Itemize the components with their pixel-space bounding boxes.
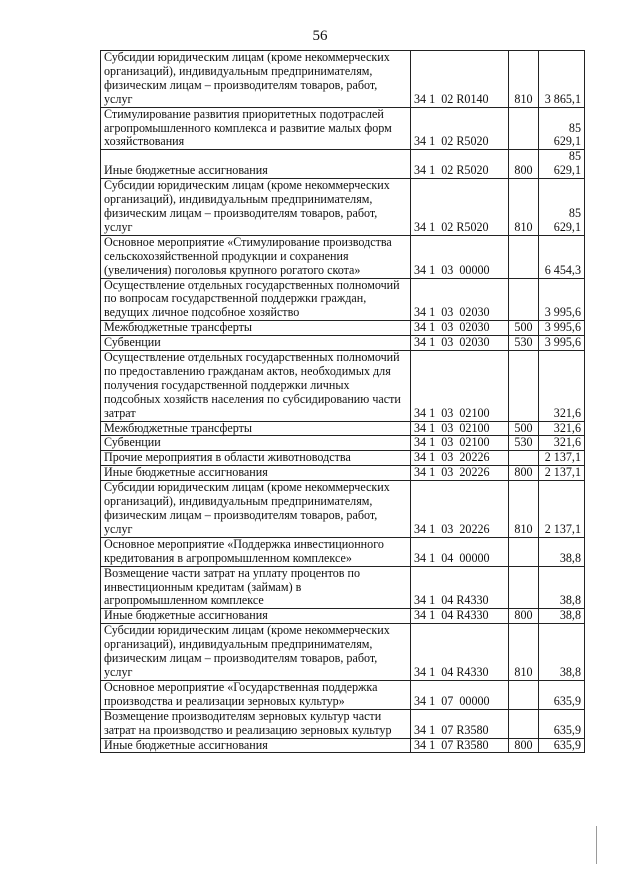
table-row	[101, 481, 585, 538]
row-name: Субсидии юридическим лицам (кроме некоммерческих организаций), индивидуальным предпринимателям, физическим лицам – производителям товаров, работ, услуг	[101, 481, 411, 538]
table-row	[101, 624, 585, 681]
row-code: 34 1 02 R0140	[411, 51, 509, 108]
row-name: Возмещение части затрат на уплату процентов по инвестиционным кредитам (займам) в агропромышленном комплексе	[101, 566, 411, 609]
row-code: 34 1 04 R4330	[411, 624, 509, 681]
row-expense-type: 530	[509, 336, 539, 351]
row-name: Субсидии юридическим лицам (кроме некоммерческих организаций), индивидуальным предпринимателям, физическим лицам – производителям товаров, работ, услуг	[101, 179, 411, 236]
row-expense-type: 500	[509, 421, 539, 436]
row-code: 34 1 03 00000	[411, 235, 509, 278]
table-row	[101, 466, 585, 481]
row-name: Субвенции	[101, 436, 411, 451]
table-row	[101, 537, 585, 566]
row-name: Иные бюджетные ассигнования	[101, 466, 411, 481]
row-expense-type	[509, 709, 539, 738]
row-expense-type: 800	[509, 466, 539, 481]
row-expense-type: 810	[509, 624, 539, 681]
row-sum: 85 629,1	[539, 150, 585, 179]
row-sum: 321,6	[539, 421, 585, 436]
row-name: Субсидии юридическим лицам (кроме некоммерческих организаций), индивидуальным предпринимателям, физическим лицам – производителям товаров, работ, услуг	[101, 51, 411, 108]
row-expense-type	[509, 351, 539, 422]
row-expense-type	[509, 235, 539, 278]
row-sum: 321,6	[539, 436, 585, 451]
table-row	[101, 336, 585, 351]
row-sum: 2 137,1	[539, 466, 585, 481]
row-sum: 38,8	[539, 566, 585, 609]
row-expense-type	[509, 680, 539, 709]
table-row	[101, 235, 585, 278]
row-code: 34 1 07 R3580	[411, 738, 509, 753]
row-sum: 38,8	[539, 624, 585, 681]
table-row	[101, 738, 585, 753]
table-row	[101, 278, 585, 321]
row-sum: 85 629,1	[539, 179, 585, 236]
scan-artifact	[596, 826, 597, 864]
row-expense-type: 810	[509, 179, 539, 236]
row-code: 34 1 03 20226	[411, 481, 509, 538]
row-expense-type: 810	[509, 51, 539, 108]
row-expense-type: 530	[509, 436, 539, 451]
row-code: 34 1 04 00000	[411, 537, 509, 566]
row-name: Основное мероприятие «Стимулирование производства сельскохозяйственной продукции и сохранения (увеличения) поголовья крупного рогатого скота»	[101, 235, 411, 278]
row-code: 34 1 03 02030	[411, 278, 509, 321]
row-sum: 635,9	[539, 680, 585, 709]
row-code: 34 1 03 20226	[411, 466, 509, 481]
table-row	[101, 421, 585, 436]
row-name: Иные бюджетные ассигнования	[101, 738, 411, 753]
row-sum: 3 995,6	[539, 336, 585, 351]
row-sum: 6 454,3	[539, 235, 585, 278]
row-name: Стимулирование развития приоритетных подотраслей агропромышленного комплекса и развитие малых форм хозяйствования	[101, 107, 411, 150]
row-name: Прочие мероприятия в области животноводства	[101, 451, 411, 466]
row-sum: 635,9	[539, 738, 585, 753]
row-name: Субсидии юридическим лицам (кроме некоммерческих организаций), индивидуальным предпринимателям, физическим лицам – производителям товаров, работ, услуг	[101, 624, 411, 681]
table-row	[101, 436, 585, 451]
row-code: 34 1 07 R3580	[411, 709, 509, 738]
table-row	[101, 51, 585, 108]
row-name: Иные бюджетные ассигнования	[101, 150, 411, 179]
budget-table	[100, 50, 585, 753]
row-code: 34 1 03 02100	[411, 351, 509, 422]
row-code: 34 1 04 R4330	[411, 566, 509, 609]
row-expense-type	[509, 537, 539, 566]
row-sum: 38,8	[539, 609, 585, 624]
row-sum: 3 995,6	[539, 321, 585, 336]
row-code: 34 1 04 R4330	[411, 609, 509, 624]
table-row	[101, 351, 585, 422]
row-expense-type	[509, 107, 539, 150]
row-sum: 3 865,1	[539, 51, 585, 108]
row-expense-type: 800	[509, 738, 539, 753]
row-name: Основное мероприятие «Государственная поддержка производства и реализации зерновых культур»	[101, 680, 411, 709]
row-expense-type: 800	[509, 150, 539, 179]
row-code: 34 1 03 02100	[411, 421, 509, 436]
table-row	[101, 150, 585, 179]
row-code: 34 1 02 R5020	[411, 179, 509, 236]
row-code: 34 1 03 02030	[411, 321, 509, 336]
row-code: 34 1 03 20226	[411, 451, 509, 466]
row-name: Осуществление отдельных государственных полномочий по вопросам государственной поддержки граждан, ведущих личное подсобное хозяйство	[101, 278, 411, 321]
row-name: Иные бюджетные ассигнования	[101, 609, 411, 624]
row-name: Основное мероприятие «Поддержка инвестиционного кредитования в агропромышленном комплексе»	[101, 537, 411, 566]
table-row	[101, 107, 585, 150]
row-expense-type: 500	[509, 321, 539, 336]
row-code: 34 1 07 00000	[411, 680, 509, 709]
page-number: 56	[312, 28, 328, 44]
budget-table-body	[101, 51, 585, 753]
table-row	[101, 321, 585, 336]
row-expense-type	[509, 278, 539, 321]
row-sum: 85 629,1	[539, 107, 585, 150]
row-expense-type	[509, 566, 539, 609]
row-sum: 635,9	[539, 709, 585, 738]
table-row	[101, 709, 585, 738]
row-sum: 2 137,1	[539, 451, 585, 466]
row-sum: 2 137,1	[539, 481, 585, 538]
row-name: Субвенции	[101, 336, 411, 351]
row-expense-type	[509, 451, 539, 466]
row-sum: 38,8	[539, 537, 585, 566]
table-row	[101, 179, 585, 236]
row-code: 34 1 02 R5020	[411, 150, 509, 179]
table-row	[101, 609, 585, 624]
row-code: 34 1 02 R5020	[411, 107, 509, 150]
table-row	[101, 680, 585, 709]
row-name: Возмещение производителям зерновых культур части затрат на производство и реализацию зерновых культур	[101, 709, 411, 738]
table-row	[101, 451, 585, 466]
table-row	[101, 566, 585, 609]
row-expense-type: 810	[509, 481, 539, 538]
row-expense-type: 800	[509, 609, 539, 624]
row-sum: 321,6	[539, 351, 585, 422]
row-name: Осуществление отдельных государственных полномочий по предоставлению гражданам актов, необходимых для получения государственной поддержки личных подсобных хозяйств населения по субсидированию части затрат	[101, 351, 411, 422]
row-sum: 3 995,6	[539, 278, 585, 321]
row-name: Межбюджетные трансферты	[101, 421, 411, 436]
row-code: 34 1 03 02100	[411, 436, 509, 451]
row-name: Межбюджетные трансферты	[101, 321, 411, 336]
row-code: 34 1 03 02030	[411, 336, 509, 351]
